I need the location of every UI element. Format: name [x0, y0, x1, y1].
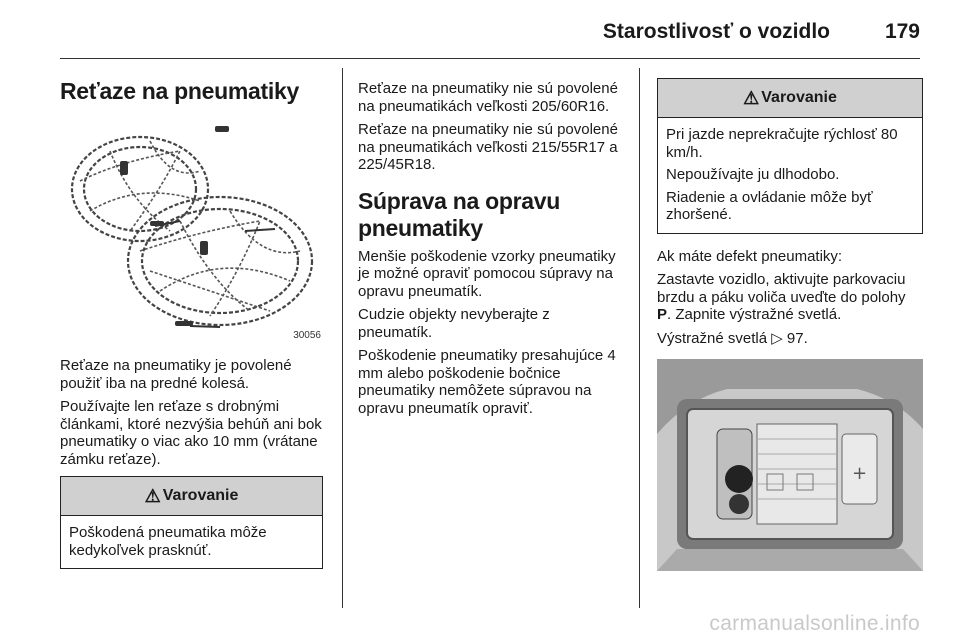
section-heading-tire-chains: Reťaze na pneumatiky	[60, 78, 299, 104]
svg-text:+: +	[852, 463, 868, 484]
paragraph: Reťaze na pneumatiky nie sú povolené na pneumatikách veľkosti 215/55R17 a 225/45R18.	[358, 121, 618, 173]
tire-chains-illustration	[60, 121, 323, 343]
warning-icon: ⚠	[144, 485, 161, 506]
gear-position-p: P	[657, 306, 668, 323]
paragraph: Poškodenie pneumatiky presahujúce 4 mm alebo poškodenie bočnice pneumatiky nemôžete súpravou na opravu pneumatík opraviť.	[358, 347, 616, 417]
warning-box	[60, 476, 323, 569]
warning-box	[657, 78, 923, 234]
warning-item: Riadenie a ovládanie môže byť zhoršené.	[666, 188, 873, 223]
paragraph: Reťaze na pneumatiky nie sú povolené na pneumatikách veľkosti 205/60R16.	[358, 80, 618, 115]
watermark: carmanualsonline.info	[709, 612, 920, 635]
text: Výstražné svetlá	[657, 329, 772, 347]
paragraph: Cudzie objekty nevyberajte z pneumatík.	[358, 306, 550, 341]
trunk-repair-kit-image	[657, 359, 923, 571]
page-ref-icon: ▷	[771, 329, 783, 347]
warning-icon: ⚠	[743, 87, 760, 108]
warning-text: Poškodená pneumatika môže kedykoľvek prasknúť.	[69, 524, 267, 559]
page-number: 179	[884, 20, 920, 43]
paragraph	[657, 330, 923, 348]
warning-body	[61, 516, 322, 568]
column-2	[358, 68, 623, 423]
warning-title: Varovanie	[162, 487, 239, 504]
paragraph: Reťaze na pneumatiky je povolené použiť iba na predné kolesá.	[60, 357, 292, 392]
column-1	[60, 68, 323, 569]
warning-header	[658, 79, 922, 118]
warning-item: Pri jazde neprekračujte rýchlosť 80 km/h.	[666, 126, 898, 161]
warning-body	[658, 118, 922, 233]
column-3	[657, 68, 923, 571]
paragraph: Ak máte defekt pneumatiky:	[657, 247, 843, 265]
section-heading-repair-kit: Súprava na opravu pneumatiky	[358, 187, 560, 241]
warning-title: Varovanie	[761, 89, 837, 106]
paragraph: Menšie poškodenie vzorky pneumatiky je možné opraviť pomocou súpravy na opravu pneumatík.	[358, 247, 616, 300]
page-ref-link[interactable]: 97.	[782, 329, 808, 347]
header-rule	[60, 58, 920, 59]
figure-code: 30056	[293, 330, 321, 341]
column-divider	[639, 68, 640, 608]
column-divider	[342, 68, 343, 608]
paragraph	[657, 271, 923, 324]
chapter-title: Starostlivosť o vozidlo	[602, 20, 830, 43]
tire-chains-drawing	[60, 121, 323, 343]
text: Zastavte vozidlo, aktivujte parkovaciu brzdu a páku voliča uveďte do polohy	[657, 271, 906, 306]
page-header	[60, 8, 920, 58]
warning-header	[61, 477, 322, 516]
trunk-photo	[657, 359, 923, 571]
warning-item: Nepoužívajte ju dlhodobo.	[666, 166, 840, 183]
text: . Zapnite výstražné svetlá.	[667, 306, 842, 323]
paragraph: Používajte len reťaze s drobnými článkami, ktoré nezvýšia behúň ani bok pneumatiky o viac ako 10 mm (vrátane zámku reťaze).	[60, 398, 322, 468]
